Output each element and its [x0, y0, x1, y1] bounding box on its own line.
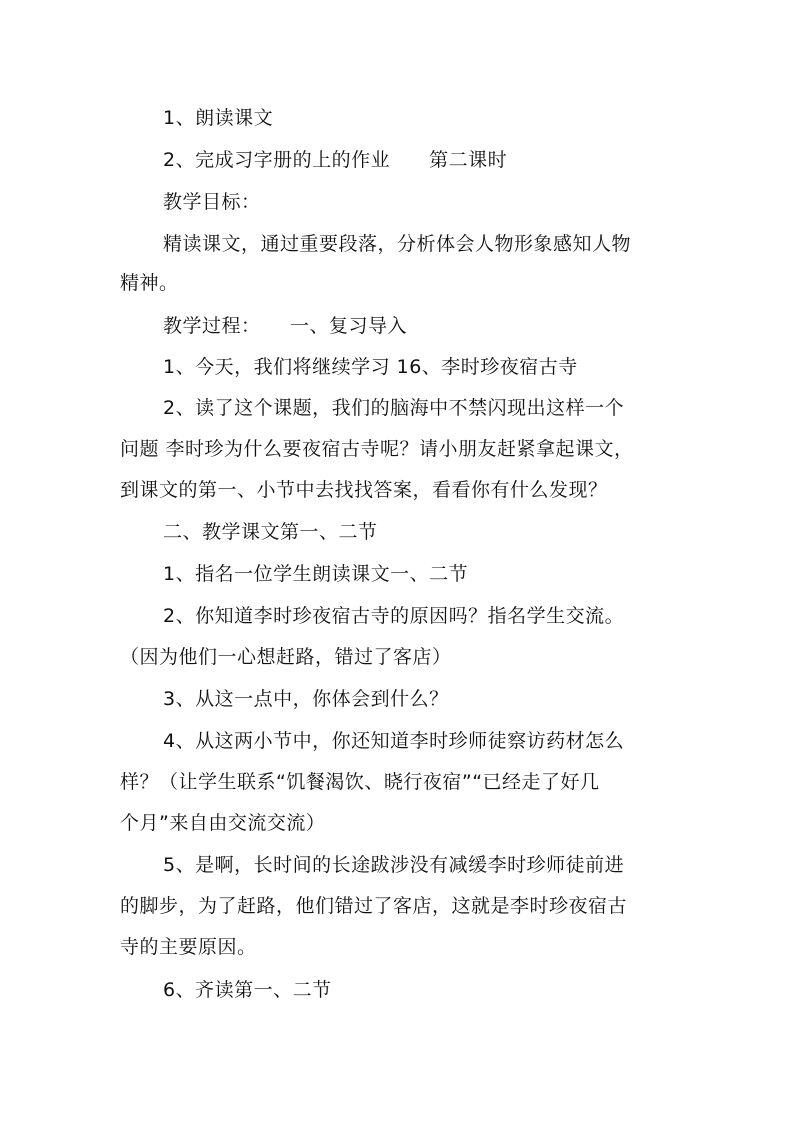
- text-line: 二、教学课文第一、二节: [163, 521, 378, 543]
- text-line: 样？（让学生联系“饥餐渴饮、晓行夜宿”“已经走了好几: [120, 771, 600, 793]
- text-line: 问题 李时珍为什么要夜宿古寺呢？请小朋友赶紧拿起课文，: [120, 438, 634, 460]
- text-line: 1、指名一位学生朗读课文一、二节: [163, 563, 469, 585]
- text-line: 寺的主要原因。: [120, 936, 257, 958]
- text-line: 精神。: [120, 272, 179, 294]
- text-line: 4、从这两小节中，你还知道李时珍师徒察访药材怎么: [163, 730, 625, 752]
- text-line: 3、从这一点中，你体会到什么？: [163, 688, 449, 710]
- text-line: 6、齐读第一、二节: [163, 979, 332, 1001]
- text-line: 个月”来自由交流交流）: [120, 812, 326, 834]
- text-line: 精读课文，通过重要段落，分析体会人物形象感知人物: [163, 233, 632, 255]
- text-line: 2、读了这个课题，我们的脑海中不禁闪现出这样一个: [163, 397, 625, 419]
- text-line: 2、完成习字册的上的作业 第二课时: [163, 149, 508, 171]
- text-line: 5、是啊，长时间的长途跋涉没有减缓李时珍师徒前进: [163, 854, 625, 876]
- text-line: 的脚步，为了赶路，他们错过了客店，这就是李时珍夜宿古: [120, 895, 628, 917]
- text-line: 2、你知道李时珍夜宿古寺的原因吗？指名学生交流。: [163, 605, 625, 627]
- text-line: 教学过程： 一、复习导入: [163, 315, 408, 337]
- text-line: 到课文的第一、小节中去找找答案，看看你有什么发现？: [120, 479, 608, 501]
- text-line: 1、今天，我们将继续学习 16、李时珍夜宿古寺: [163, 356, 578, 378]
- text-line: 1、朗读课文: [163, 107, 274, 129]
- text-line: 教学目标：: [163, 191, 261, 213]
- text-line: （因为他们一心想赶路，错过了客店）: [120, 646, 452, 668]
